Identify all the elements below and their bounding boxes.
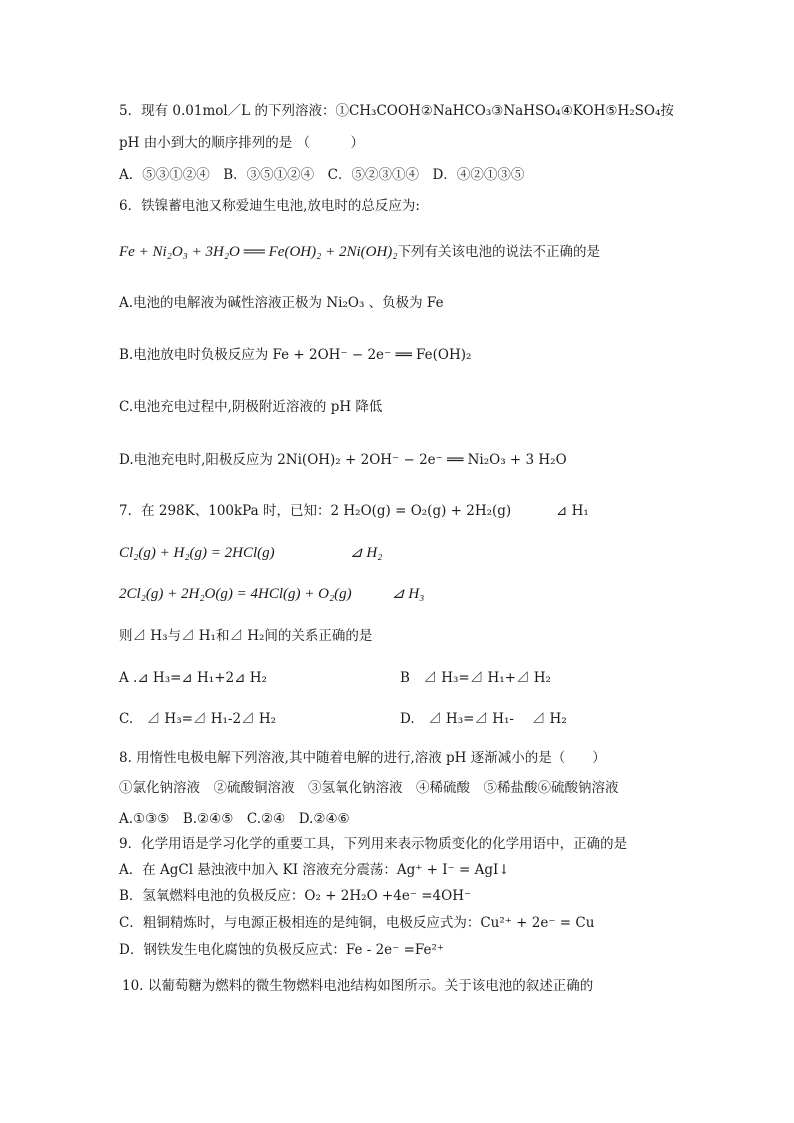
q9-option-b: B．氢氧燃料电池的负极反应：O₂ + 2H₂O +4e⁻ =4OH⁻ — [119, 888, 472, 904]
q6-stem: 6．铁镍蓄电池又称爱迪生电池,放电时的总反应为: — [119, 198, 420, 214]
q9-option-a: A．在 AgCl 悬浊液中加入 KI 溶液充分震荡：Ag⁺ + I⁻ = AgI↓ — [119, 862, 510, 878]
q7-option-c: C. ⊿ H₃=⊿ H₁-2⊿ H₂ — [119, 711, 277, 727]
q6-equation-tail: 下列有关该电池的说法不正确的是 — [397, 244, 600, 260]
q6-option-b: B.电池放电时负极反应为 Fe + 2OH⁻ − 2e⁻ ══ Fe(OH)₂ — [119, 347, 472, 363]
q7-line3-dh: ⊿ H₃ — [392, 586, 425, 602]
q7-line1-text: 7．在 298K、100kPa 时，已知：2 H₂O(g) = O₂(g) + 2H₂(g) — [119, 503, 512, 519]
q10-stem: 10. 以葡萄糖为燃料的微生物燃料电池结构如图所示。关于该电池的叙述正确的 — [122, 978, 594, 994]
q9-stem: 9．化学用语是学习化学的重要工具，下列用来表示物质变化的化学用语中，正确的是 — [119, 836, 628, 852]
q5-options: A．⑤③①②④ B．③⑤①②④ C．⑤②③①④ D．④②①③⑤ — [119, 167, 525, 183]
q7-line2-dh: ⊿ H₂ — [350, 545, 383, 561]
q6-equation-line — [119, 243, 600, 261]
q8-stem: 8. 用惰性电极电解下列溶液,其中随着电解的进行,溶液 pH 逐渐减小的是（ ） — [119, 750, 606, 766]
q7-line3: 2Cl₂(g) + 2H₂O(g) = 4HCl(g) + O₂(g) — [119, 586, 352, 602]
q7-option-a: A .⊿ H₃=⊿ H₁+2⊿ H₂ — [119, 670, 267, 686]
q7-option-b: B ⊿ H₃=⊿ H₁+⊿ H₂ — [400, 670, 551, 686]
q6-equation: Fe + Ni₂O₃ + 3H₂O ══ Fe(OH)₂ + 2Ni(OH)₂ — [119, 244, 398, 260]
q5-line1: 5．现有 0.01mol／L 的下列溶液：①CH₃COOH②NaHCO₃③NaHSO₄④KOH⑤H₂SO₄按 — [119, 103, 674, 119]
q6-option-c: C.电池充电过程中,阴极附近溶液的 pH 降低 — [119, 399, 383, 415]
q7-line1-dh: ⊿ H₁ — [556, 503, 589, 519]
q7-line2: Cl₂(g) + H₂(g) = 2HCl(g) — [119, 545, 275, 561]
q7-question: 则⊿ H₃与⊿ H₁和⊿ H₂间的关系正确的是 — [119, 628, 373, 644]
q6-option-d: D.电池充电时,阳极反应为 2Ni(OH)₂ + 2OH⁻ − 2e⁻ ══ Ni₂O₃ + 3 H₂O — [119, 452, 567, 468]
q8-items: ①氯化钠溶液 ②硫酸铜溶液 ③氢氧化钠溶液 ④稀硫酸 ⑤稀盐酸⑥硫酸钠溶液 — [119, 780, 619, 796]
q5-line2: pH 由小到大的顺序排列的是 （ ） — [119, 135, 364, 151]
q7-option-d: D. ⊿ H₃=⊿ H₁- ⊿ H₂ — [400, 711, 567, 727]
q6-option-a: A.电池的电解液为碱性溶液正极为 Ni₂O₃ 、负极为 Fe — [119, 295, 444, 311]
q9-option-d: D．钢铁发生电化腐蚀的负极反应式：Fe - 2e⁻ =Fe²⁺ — [119, 942, 445, 958]
q7-line1 — [119, 502, 511, 520]
q9-option-c: C．粗铜精炼时，与电源正极相连的是纯铜，电极反应式为：Cu²⁺ + 2e⁻ = Cu — [119, 915, 595, 931]
q8-options: A.①③⑤ B.②④⑤ C.②④ D.②④⑥ — [119, 811, 350, 827]
